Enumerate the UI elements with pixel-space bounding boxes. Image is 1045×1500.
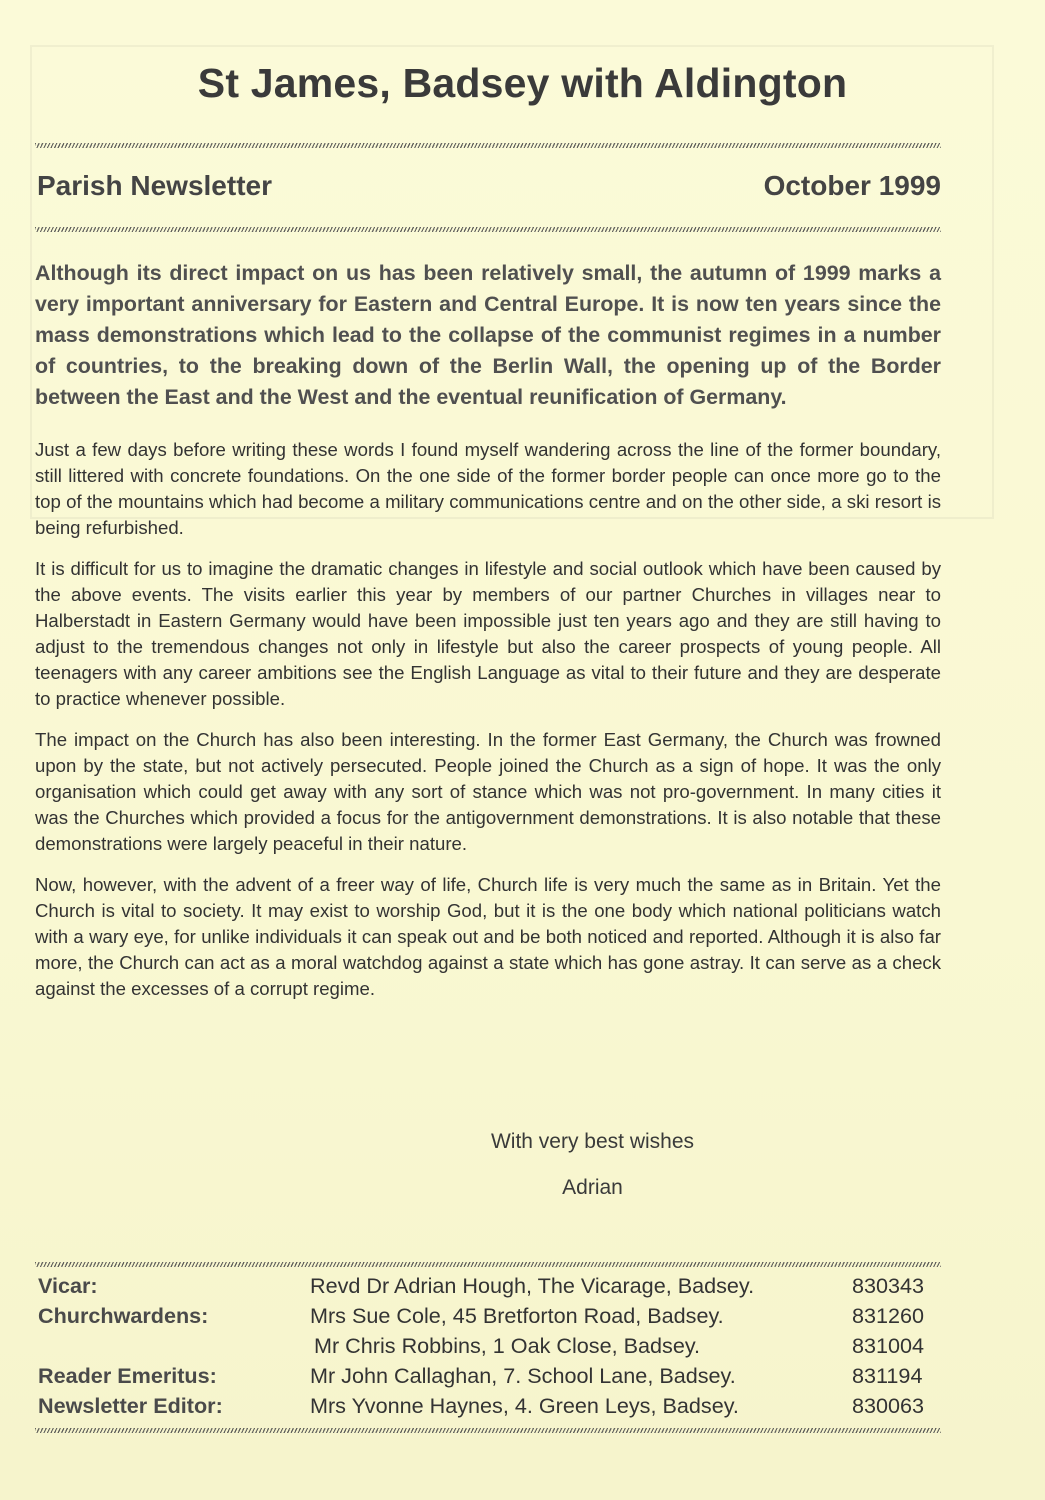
contact-phone: 830343	[852, 1273, 925, 1298]
contact-address: Mr John Callaghan, 7. School Lane, Badsey.	[310, 1363, 736, 1388]
signature-name: Adrian	[562, 1176, 623, 1199]
letter-body	[35, 258, 941, 1017]
closing-wishes: With very best wishes	[490, 1130, 695, 1153]
newsletter-title: St James, Badsey with Aldington	[197, 60, 848, 106]
divider-rule	[35, 1428, 941, 1433]
body-paragraph: It is difficult for us to imagine the dramatic changes in lifestyle and social outlook which have been caused by the above events. The visits earlier this year by members of our partner Churches in villages near to Halberstadt in Eastern Germany would have been impossible just ten years ago and they are still having to adjust to the tremendous changes not only in lifestyle but also the career prospects of young people. All teenagers with any career ambitions see the English Language as vital to their future and they are desperate to practice whenever possible.	[35, 558, 941, 709]
contact-phone: 830063	[852, 1393, 925, 1418]
contact-address: Revd Dr Adrian Hough, The Vicarage, Badsey.	[310, 1273, 755, 1298]
contact-row	[38, 1333, 944, 1363]
contact-row	[38, 1363, 944, 1393]
contact-address: Mr Chris Robbins, 1 Oak Close, Badsey.	[314, 1333, 701, 1358]
contact-address: Mrs Yvonne Haynes, 4. Green Leys, Badsey.	[310, 1393, 739, 1418]
divider-rule	[35, 227, 941, 232]
newsletter-name: Parish Newsletter	[37, 170, 272, 201]
divider-rule	[35, 143, 941, 148]
divider-rule	[35, 1262, 941, 1267]
intro-paragraph: Although its direct impact on us has been relatively small, the autumn of 1999 marks a very important anniversary for Eastern and Central Europe. It is now ten years since the mass demonstrations which lead to the collapse of the communist regimes in a number of countries, to the breaking down of the Berlin Wall, the opening up of the Border between the East and the West and the eventual reunification of Germany.	[35, 261, 941, 409]
body-paragraph: Now, however, with the advent of a freer way of life, Church life is very much the same as in Britain. Yet the Church is vital to society. It may exist to worship God, but it is the one body which national politicians watch with a wary eye, for unlike individuals it can speak out and be both noticed and reported. Although it is also far more, the Church can act as a moral watchdog against a state which has gone astray. It can serve as a check against the excesses of a corrupt regime.	[35, 874, 941, 999]
contact-phone: 831004	[852, 1333, 925, 1358]
contact-address: Mrs Sue Cole, 45 Bretforton Road, Badsey.	[310, 1303, 724, 1328]
contact-role: Churchwardens:	[38, 1303, 209, 1328]
contact-list	[38, 1273, 944, 1423]
contact-role: Newsletter Editor:	[38, 1393, 223, 1418]
contact-role: Reader Emeritus:	[38, 1363, 217, 1388]
contact-row	[38, 1273, 944, 1303]
body-paragraph: The impact on the Church has also been interesting. In the former East Germany, the Church was frowned upon by the state, but not actively persecuted. People joined the Church as a sign of hope. It was the only organisation which could get away with any sort of stance which was not pro-government. In many cities it was the Churches which provided a focus for the antigovernment demonstrations. It is also notable that these demonstrations were largely peaceful in their nature.	[35, 729, 941, 854]
contact-row	[38, 1303, 944, 1333]
contact-phone: 831194	[852, 1363, 923, 1388]
issue-date: October 1999	[763, 170, 941, 201]
contact-phone: 831260	[852, 1303, 925, 1328]
body-paragraph: Just a few days before writing these words I found myself wandering across the line of the former boundary, still littered with concrete foundations. On the one side of the former border people can once more go to the top of the mountains which had become a military communications centre and on the other side, a ski resort is being refurbished.	[35, 439, 941, 538]
contact-role: Vicar:	[38, 1273, 98, 1298]
contact-row	[38, 1393, 944, 1423]
